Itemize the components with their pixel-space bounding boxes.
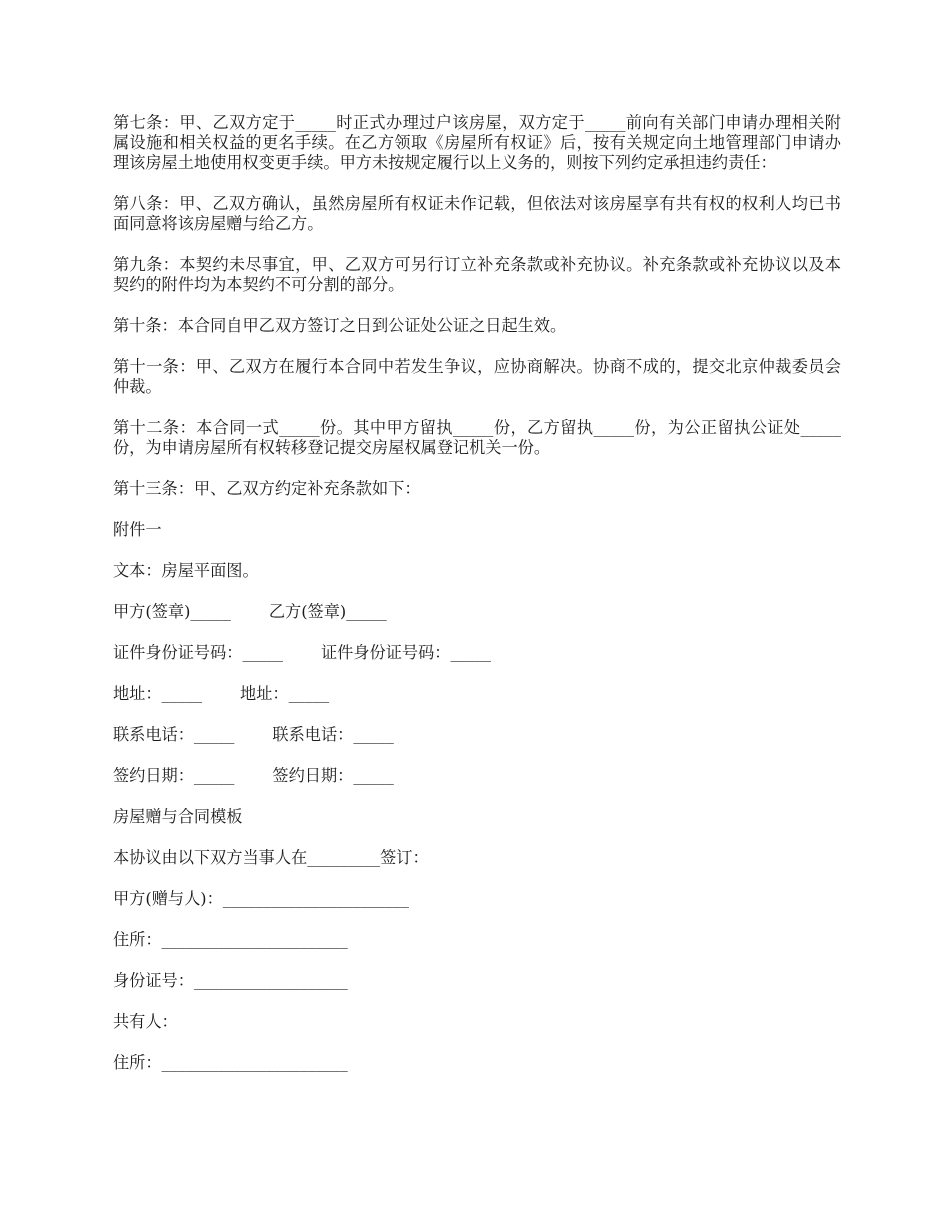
co-owner-line: 共有人： bbox=[113, 1012, 178, 1031]
donor-line: 甲方(赠与人)：_______________________ bbox=[113, 889, 409, 908]
signature-row bbox=[113, 602, 841, 622]
party-b-id: 证件身份证号码：_____ bbox=[320, 643, 491, 662]
residence-line-2: 住所：_______________________ bbox=[113, 1053, 348, 1072]
article-10: 第十条：本合同自甲乙双方签订之日到公证处公证之日起生效。 bbox=[113, 316, 567, 335]
party-a-address: 地址：_____ bbox=[113, 684, 203, 703]
document-page bbox=[113, 113, 841, 1094]
article-9: 第九条：本契约未尽事宜，甲、乙双方可另行订立补充条款或补充协议。补充条款或补充协议以及本契约的附件均为本契约不可分割的部分。 bbox=[113, 255, 841, 294]
article-8: 第八条：甲、乙双方确认，虽然房屋所有权证未作记载，但依法对该房屋享有共有权的权利人均已书面同意将该房屋赠与给乙方。 bbox=[113, 194, 841, 233]
article-11: 第十一条：甲、乙双方在履行本合同中若发生争议，应协商解决。协商不成的，提交北京仲裁委员会仲裁。 bbox=[113, 357, 841, 396]
address-row bbox=[113, 684, 841, 704]
party-b-signature: 乙方(签章)_____ bbox=[268, 602, 387, 621]
attachment-text: 文本：房屋平面图。 bbox=[113, 561, 259, 580]
template-intro: 本协议由以下双方当事人在_________签订： bbox=[113, 848, 429, 867]
party-a-signature: 甲方(签章)_____ bbox=[113, 602, 231, 621]
id-number-line: 身份证号：___________________ bbox=[113, 971, 348, 990]
party-a-id: 证件身份证号码：_____ bbox=[113, 643, 283, 662]
id-number-row bbox=[113, 643, 841, 663]
party-b-phone: 联系电话：_____ bbox=[272, 725, 394, 744]
party-b-date: 签约日期：_____ bbox=[272, 766, 394, 785]
phone-row bbox=[113, 725, 841, 745]
template-title: 房屋赠与合同模板 bbox=[113, 807, 243, 826]
party-a-date: 签约日期：_____ bbox=[113, 766, 235, 785]
article-13: 第十三条：甲、乙双方约定补充条款如下： bbox=[113, 479, 421, 498]
party-b-address: 地址：_____ bbox=[240, 684, 330, 703]
residence-line-1: 住所：_______________________ bbox=[113, 930, 348, 949]
article-12: 第十二条：本合同一式_____份。其中甲方留执_____份，乙方留执_____份，为公正留执公证处_____份，为申请房屋所有权转移登记提交房屋权属登记机关一份。 bbox=[113, 418, 841, 457]
article-7: 第七条：甲、乙双方定于_____时正式办理过户该房屋，双方定于_____前向有关部门申请办理相关附属设施和相关权益的更名手续。在乙方领取《房屋所有权证》后，按有关规定向土地管理部门申请办理该房屋土地使用权变更手续。甲方未按规定履行以上义务的，则按下列约定承担违约责任： bbox=[113, 113, 841, 172]
date-row bbox=[113, 766, 841, 786]
party-a-phone: 联系电话：_____ bbox=[113, 725, 235, 744]
attachment-title: 附件一 bbox=[113, 520, 162, 539]
